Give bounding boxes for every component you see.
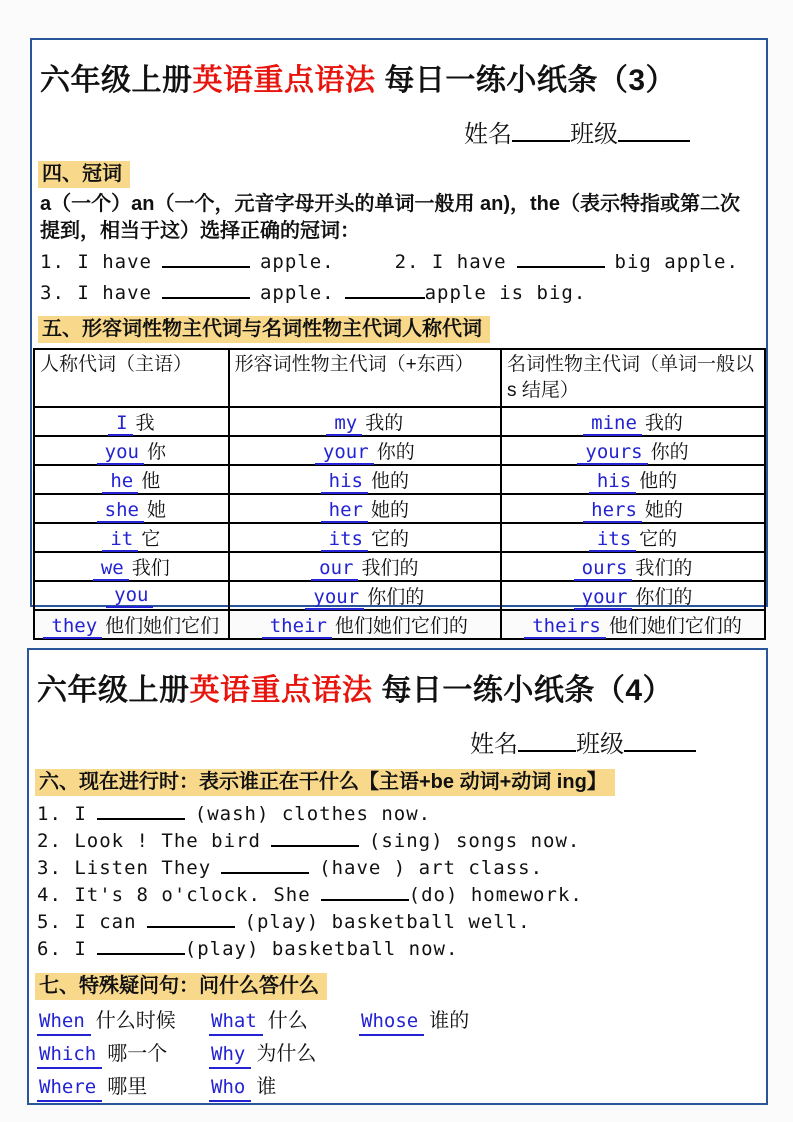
chinese-meaning: 我的 [644, 413, 683, 434]
name-blank [512, 136, 570, 142]
question-text: (do) homework. [408, 884, 583, 906]
chinese-meaning: 他们她们它们的 [334, 616, 468, 637]
question-text: (have ) art class. [319, 857, 544, 879]
table-row [34, 407, 765, 436]
table-cell [229, 494, 501, 523]
table-cell [34, 407, 229, 436]
chinese-meaning: 她的 [370, 500, 409, 521]
question-word-item [209, 1075, 359, 1099]
table-header-noun: 名词性物主代词（单词一般以 s 结尾） [501, 349, 765, 407]
answer-word: its [589, 528, 636, 552]
table-cell [229, 465, 501, 494]
table-cell [34, 494, 229, 523]
question-word: Where [37, 1076, 102, 1102]
card3-title [40, 55, 760, 99]
answer-word: his [589, 470, 636, 494]
table-cell [229, 610, 501, 639]
chinese-meaning: 谁的 [429, 1010, 470, 1032]
table-header-subject: 人称代词（主语） [34, 349, 229, 407]
fill-blank [147, 923, 235, 928]
fill-blank [97, 815, 185, 820]
question-text: apple. [259, 282, 335, 304]
chinese-meaning: 她的 [644, 500, 683, 521]
chinese-meaning: 我们的 [635, 558, 693, 579]
table-cell [229, 436, 501, 465]
fill-blank [517, 263, 605, 268]
answer-word: he [102, 470, 138, 494]
chinese-meaning: 我们 [131, 558, 170, 579]
question-word: Which [37, 1043, 102, 1069]
chinese-meaning: 你 [146, 442, 166, 463]
table-row [34, 523, 765, 552]
section5-heading: 五、形容词性物主代词与名词性物主代词人称代词 [38, 316, 490, 343]
title-highlight: 英语重点语法 [189, 674, 373, 707]
question-word-item [209, 1009, 359, 1033]
question-text: (sing) songs now. [368, 830, 581, 852]
question-word-line [37, 1009, 766, 1033]
pronoun-table-body [34, 407, 765, 639]
table-cell [501, 610, 765, 639]
title-prefix: 六年级上册 [37, 674, 190, 707]
fill-blank [162, 294, 250, 299]
section4-intro: a（一个）an（一个，元音字母开头的单词一般用 an)，the（表示特指或第二次提到，相当于这）选择正确的冠词： [40, 193, 741, 242]
question-text: 5. I can [37, 911, 137, 933]
question-line [37, 909, 758, 936]
table-cell [501, 581, 765, 610]
chinese-meaning: 他 [141, 471, 161, 492]
fill-blank [271, 842, 359, 847]
question-word-item [359, 1009, 469, 1033]
fill-blank [345, 294, 425, 299]
table-cell [34, 610, 229, 639]
question-text: apple. [259, 251, 335, 273]
question-line [37, 882, 758, 909]
answer-word: its [321, 528, 368, 552]
worksheet-card-4 [27, 648, 768, 1105]
chinese-meaning: 为什么 [256, 1043, 317, 1065]
answer-word: we [93, 557, 129, 581]
answer-word: it [102, 528, 138, 552]
question-word: What [209, 1010, 263, 1036]
present-progressive-questions [29, 801, 766, 963]
answer-word: your [574, 586, 633, 610]
question-text: 4. It's 8 o'clock. She [37, 884, 311, 906]
question-line [37, 828, 758, 855]
table-header-adjective: 形容词性物主代词（+东西） [229, 349, 501, 407]
answer-word: their [262, 615, 332, 639]
chinese-meaning: 我的 [365, 413, 404, 434]
question-word: Who [209, 1076, 251, 1102]
question-word: Whose [359, 1010, 424, 1036]
question-line [37, 855, 758, 882]
table-cell [229, 523, 501, 552]
question-text: 2. Look ! The bird [37, 830, 261, 852]
question-word-item [37, 1042, 209, 1066]
table-row [34, 610, 765, 639]
chinese-meaning: 你们的 [635, 587, 693, 608]
question-text: (play) basketball well. [244, 911, 531, 933]
table-cell [229, 552, 501, 581]
question-text: apple is big. [424, 282, 587, 304]
chinese-meaning: 它的 [639, 529, 678, 550]
question-text: (wash) clothes now. [194, 803, 432, 825]
section6-heading: 六、现在进行时：表示谁正在干什么【主语+be 动词+动词 ing】 [35, 769, 615, 796]
fill-blank [221, 869, 309, 874]
question-text: 6. I [37, 938, 87, 960]
answer-word: your [305, 586, 364, 610]
question-word: When [37, 1010, 91, 1036]
fill-blank [162, 263, 250, 268]
table-cell [34, 523, 229, 552]
chinese-meaning: 它 [141, 529, 161, 550]
table-row [34, 552, 765, 581]
chinese-meaning: 我 [135, 413, 155, 434]
question-text: (play) basketball now. [184, 938, 459, 960]
answer-word: yours [577, 441, 647, 465]
class-label: 班级 [570, 121, 618, 148]
table-row [34, 436, 765, 465]
answer-word: she [97, 499, 144, 523]
name-class-line [32, 114, 690, 149]
chinese-meaning: 哪一个 [107, 1043, 168, 1065]
name-class-line [29, 724, 696, 759]
question-text: big apple. [614, 251, 739, 273]
table-cell [501, 407, 765, 436]
chinese-meaning: 他们她们它们的 [608, 616, 742, 637]
class-blank [624, 746, 696, 752]
question-text: 1. I have [40, 251, 152, 273]
table-cell [501, 465, 765, 494]
pronoun-table [33, 348, 766, 640]
table-cell [501, 436, 765, 465]
answer-word: I [108, 412, 132, 436]
chinese-meaning: 什么时候 [95, 1010, 176, 1032]
card4-title [37, 665, 760, 709]
question-word-item [37, 1075, 209, 1099]
chinese-meaning: 他们她们它们 [105, 616, 220, 637]
chinese-meaning: 我们的 [361, 558, 419, 579]
title-suffix: 每日一练小纸条（4） [372, 674, 674, 707]
answer-word: his [321, 470, 368, 494]
answer-word: you [97, 441, 144, 465]
question-word-item [209, 1042, 359, 1066]
answer-word: her [321, 499, 368, 523]
chinese-meaning: 哪里 [107, 1076, 148, 1098]
table-row [34, 465, 765, 494]
chinese-meaning: 他的 [639, 471, 678, 492]
table-cell [229, 407, 501, 436]
class-label: 班级 [576, 731, 624, 758]
question-text: 3. I have [40, 282, 152, 304]
table-cell [34, 581, 229, 610]
name-label: 姓名 [470, 731, 518, 758]
answer-word: our [311, 557, 358, 581]
table-cell [501, 494, 765, 523]
question-text: 3. Listen They [37, 857, 212, 879]
fill-blank [97, 950, 185, 955]
answer-word: you [106, 584, 153, 608]
table-cell [34, 552, 229, 581]
article-question-line-1 [40, 249, 758, 276]
chinese-meaning: 你们的 [367, 587, 425, 608]
question-word-line [37, 1042, 766, 1066]
table-cell [501, 552, 765, 581]
question-words-block [29, 1009, 766, 1099]
table-cell [34, 436, 229, 465]
table-header-row [34, 349, 765, 407]
question-word: Why [209, 1043, 251, 1069]
question-line [37, 801, 758, 828]
section7-heading: 七、特殊疑问句：问什么答什么 [35, 973, 327, 1000]
title-highlight: 英语重点语法 [192, 64, 376, 97]
question-word-item [37, 1009, 209, 1033]
answer-word: mine [583, 412, 642, 436]
class-blank [618, 136, 690, 142]
name-blank [518, 746, 576, 752]
title-prefix: 六年级上册 [40, 64, 193, 97]
table-row [34, 581, 765, 610]
table-row [34, 494, 765, 523]
name-label: 姓名 [464, 121, 512, 148]
title-suffix: 每日一练小纸条（3） [375, 64, 677, 97]
article-question-line-2 [40, 280, 758, 307]
chinese-meaning: 你的 [650, 442, 689, 463]
chinese-meaning: 什么 [267, 1010, 308, 1032]
table-cell [501, 523, 765, 552]
answer-word: your [315, 441, 374, 465]
section4-heading: 四、冠词 [38, 161, 130, 188]
table-cell [229, 581, 501, 610]
chinese-meaning: 它的 [370, 529, 409, 550]
answer-word: theirs [524, 615, 606, 639]
table-cell [34, 465, 229, 494]
chinese-meaning: 你的 [376, 442, 415, 463]
question-text: 2. I have [394, 251, 507, 273]
question-line [37, 936, 758, 963]
chinese-meaning: 她 [146, 500, 166, 521]
fill-blank [321, 896, 409, 901]
chinese-meaning: 谁 [256, 1076, 277, 1098]
answer-word: hers [583, 499, 642, 523]
worksheet-card-3 [30, 38, 768, 637]
question-text: 1. I [37, 803, 87, 825]
answer-word: they [43, 615, 102, 639]
answer-word: ours [574, 557, 633, 581]
question-word-line [37, 1075, 766, 1099]
chinese-meaning: 他的 [370, 471, 409, 492]
answer-word: my [326, 412, 362, 436]
